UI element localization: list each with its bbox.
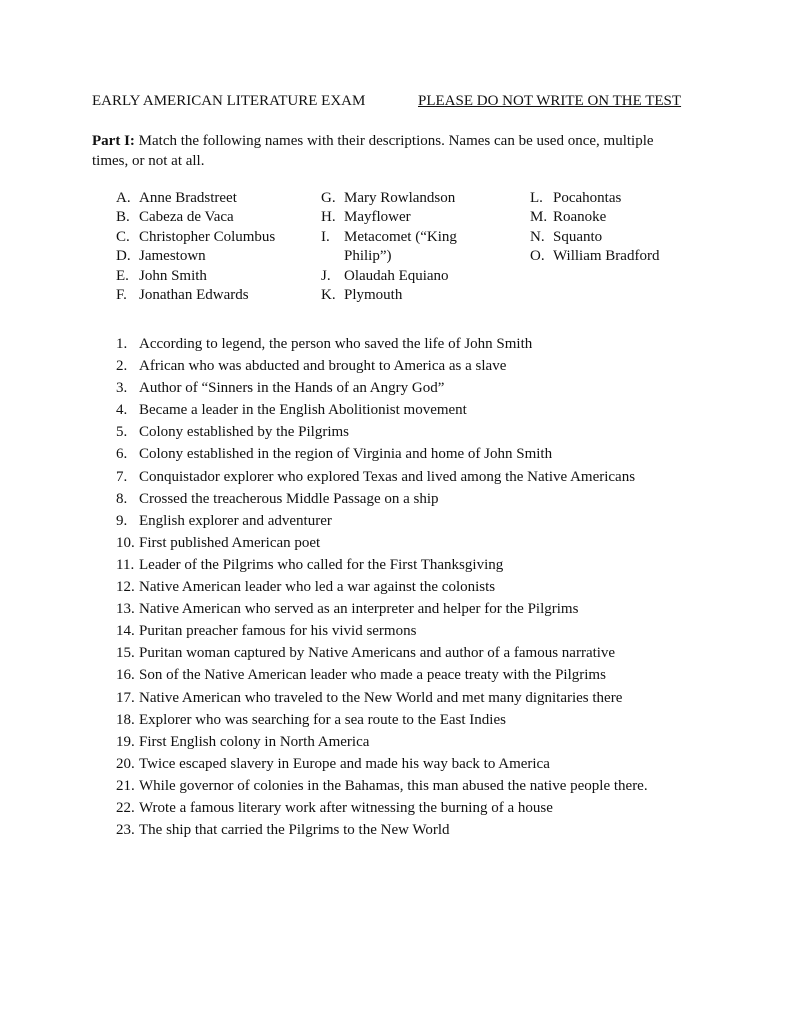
name-choice	[530, 189, 700, 208]
choice-name: Jamestown	[139, 248, 206, 265]
choice-name: Squanto	[553, 228, 603, 245]
question-text: Native American who served as an interpreter and helper for the Pilgrims	[139, 601, 579, 618]
question-text: Native American who traveled to the New World and met many dignitaries there	[139, 689, 623, 706]
question-number: 7.	[116, 468, 128, 485]
choice-letter: K.	[321, 286, 336, 303]
question-item	[116, 776, 716, 798]
name-choice	[321, 286, 531, 305]
question-item	[116, 444, 716, 466]
name-choice	[321, 189, 531, 208]
question-number: 1.	[116, 336, 128, 352]
question-item	[116, 489, 716, 511]
question-text: English explorer and adventurer	[139, 512, 332, 529]
question-text: Son of the Native American leader who made a peace treaty with the Pilgrims	[139, 667, 606, 684]
name-choices	[116, 189, 696, 309]
choice-letter: F.	[116, 286, 127, 303]
name-column-2	[321, 189, 531, 305]
choice-name: Plymouth	[344, 286, 403, 303]
question-number: 22.	[116, 799, 135, 816]
choice-letter: I.	[321, 228, 330, 245]
question-number: 12.	[116, 579, 135, 596]
question-number: 23.	[116, 822, 135, 839]
part-one-instructions	[92, 131, 692, 171]
choice-name: Jonathan Edwards	[139, 286, 249, 303]
question-item	[116, 798, 716, 820]
question-item	[116, 555, 716, 577]
question-text: Puritan preacher famous for his vivid sermons	[139, 623, 417, 640]
question-text: Became a leader in the English Abolitionist movement	[139, 402, 467, 419]
question-number: 17.	[116, 689, 135, 706]
question-item	[116, 599, 716, 621]
question-item	[116, 533, 716, 555]
question-item	[116, 356, 716, 378]
choice-name: Roanoke	[553, 209, 607, 226]
question-text: While governor of colonies in the Bahamas, this man abused the native people there.	[139, 777, 648, 794]
question-item	[116, 732, 716, 754]
question-text: The ship that carried the Pilgrims to the New World	[139, 822, 450, 839]
choice-letter: C.	[116, 228, 130, 245]
choice-letter: A.	[116, 190, 131, 206]
question-item	[116, 754, 716, 776]
part-label: Part I:	[92, 133, 135, 149]
question-text: According to legend, the person who saved the life of John Smith	[139, 336, 533, 352]
question-text: Colony established by the Pilgrims	[139, 424, 349, 441]
choice-name: William Bradford	[553, 248, 660, 265]
question-text: Leader of the Pilgrims who called for the First Thanksgiving	[139, 556, 504, 573]
question-text: Author of “Sinners in the Hands of an Angry God”	[139, 380, 445, 397]
choice-name: Mayflower	[344, 209, 411, 226]
choice-name: Cabeza de Vaca	[139, 209, 234, 226]
question-number: 20.	[116, 755, 135, 772]
question-number: 18.	[116, 711, 135, 728]
choice-letter: D.	[116, 248, 131, 265]
instructions-text: Match the following names with their descriptions. Names can be used once, multiple times, or not at all.	[92, 133, 654, 169]
question-item	[116, 334, 716, 356]
question-number: 13.	[116, 601, 135, 618]
question-number: 3.	[116, 380, 128, 397]
question-text: Twice escaped slavery in Europe and made his way back to America	[139, 755, 550, 772]
question-item	[116, 400, 716, 422]
question-list	[116, 334, 716, 842]
question-item	[116, 422, 716, 444]
question-number: 21.	[116, 777, 135, 794]
question-text: Conquistador explorer who explored Texas and lived among the Native Americans	[139, 468, 636, 485]
question-text: Colony established in the region of Virginia and home of John Smith	[139, 446, 553, 463]
name-choice	[321, 208, 531, 227]
choice-letter: L.	[530, 190, 543, 206]
question-item	[116, 378, 716, 400]
question-text: First English colony in North America	[139, 733, 370, 750]
question-text: Crossed the treacherous Middle Passage on a ship	[139, 490, 439, 507]
name-choice	[530, 247, 700, 266]
question-number: 6.	[116, 446, 128, 463]
question-number: 8.	[116, 490, 128, 507]
question-item	[116, 621, 716, 643]
question-number: 15.	[116, 645, 135, 662]
choice-letter: E.	[116, 267, 129, 284]
choice-letter: J.	[321, 267, 331, 284]
name-choice	[321, 228, 531, 267]
question-number: 5.	[116, 424, 128, 441]
question-number: 11.	[116, 556, 135, 573]
exam-title: EARLY AMERICAN LITERATURE EXAM	[92, 93, 366, 109]
choice-letter: N.	[530, 228, 545, 245]
question-number: 19.	[116, 733, 135, 750]
question-text: Explorer who was searching for a sea route to the East Indies	[139, 711, 506, 728]
choice-letter: M.	[530, 209, 548, 226]
question-text: Wrote a famous literary work after witnessing the burning of a house	[139, 799, 553, 816]
name-choice	[116, 247, 321, 266]
choice-name: Pocahontas	[553, 190, 622, 206]
do-not-write-notice: PLEASE DO NOT WRITE ON THE TEST	[418, 93, 682, 109]
name-choice	[116, 189, 321, 208]
question-number: 14.	[116, 623, 135, 640]
choice-name: Olaudah Equiano	[344, 267, 449, 284]
name-choice	[116, 267, 321, 286]
name-choice	[530, 228, 700, 247]
question-item	[116, 467, 716, 489]
question-number: 16.	[116, 667, 135, 684]
question-text: Native American leader who led a war against the colonists	[139, 579, 496, 596]
choice-letter: O.	[530, 248, 545, 265]
choice-name: John Smith	[139, 267, 207, 284]
question-number: 9.	[116, 512, 128, 529]
question-item	[116, 820, 716, 842]
name-choice	[116, 228, 321, 247]
question-item	[116, 688, 716, 710]
question-item	[116, 643, 716, 665]
name-column-1	[116, 189, 321, 305]
choice-letter: B.	[116, 209, 130, 226]
choice-letter: H.	[321, 209, 336, 226]
name-choice	[530, 208, 700, 227]
question-item	[116, 710, 716, 732]
question-number: 2.	[116, 358, 128, 375]
question-number: 10.	[116, 534, 135, 551]
question-item	[116, 665, 716, 687]
question-number: 4.	[116, 402, 128, 419]
exam-header	[92, 93, 692, 115]
question-text: Puritan woman captured by Native Americans and author of a famous narrative	[139, 645, 616, 662]
name-choice	[116, 286, 321, 305]
choice-name: Metacomet (“King Philip”)	[344, 228, 457, 265]
choice-name: Mary Rowlandson	[344, 190, 456, 206]
question-text: African who was abducted and brought to America as a slave	[139, 358, 507, 375]
choice-name: Anne Bradstreet	[139, 190, 237, 206]
name-column-3	[530, 189, 700, 267]
question-item	[116, 577, 716, 599]
choice-name: Christopher Columbus	[139, 228, 276, 245]
question-item	[116, 511, 716, 533]
choice-letter: G.	[321, 190, 336, 206]
name-choice	[116, 208, 321, 227]
name-choice	[321, 267, 531, 286]
question-text: First published American poet	[139, 534, 321, 551]
